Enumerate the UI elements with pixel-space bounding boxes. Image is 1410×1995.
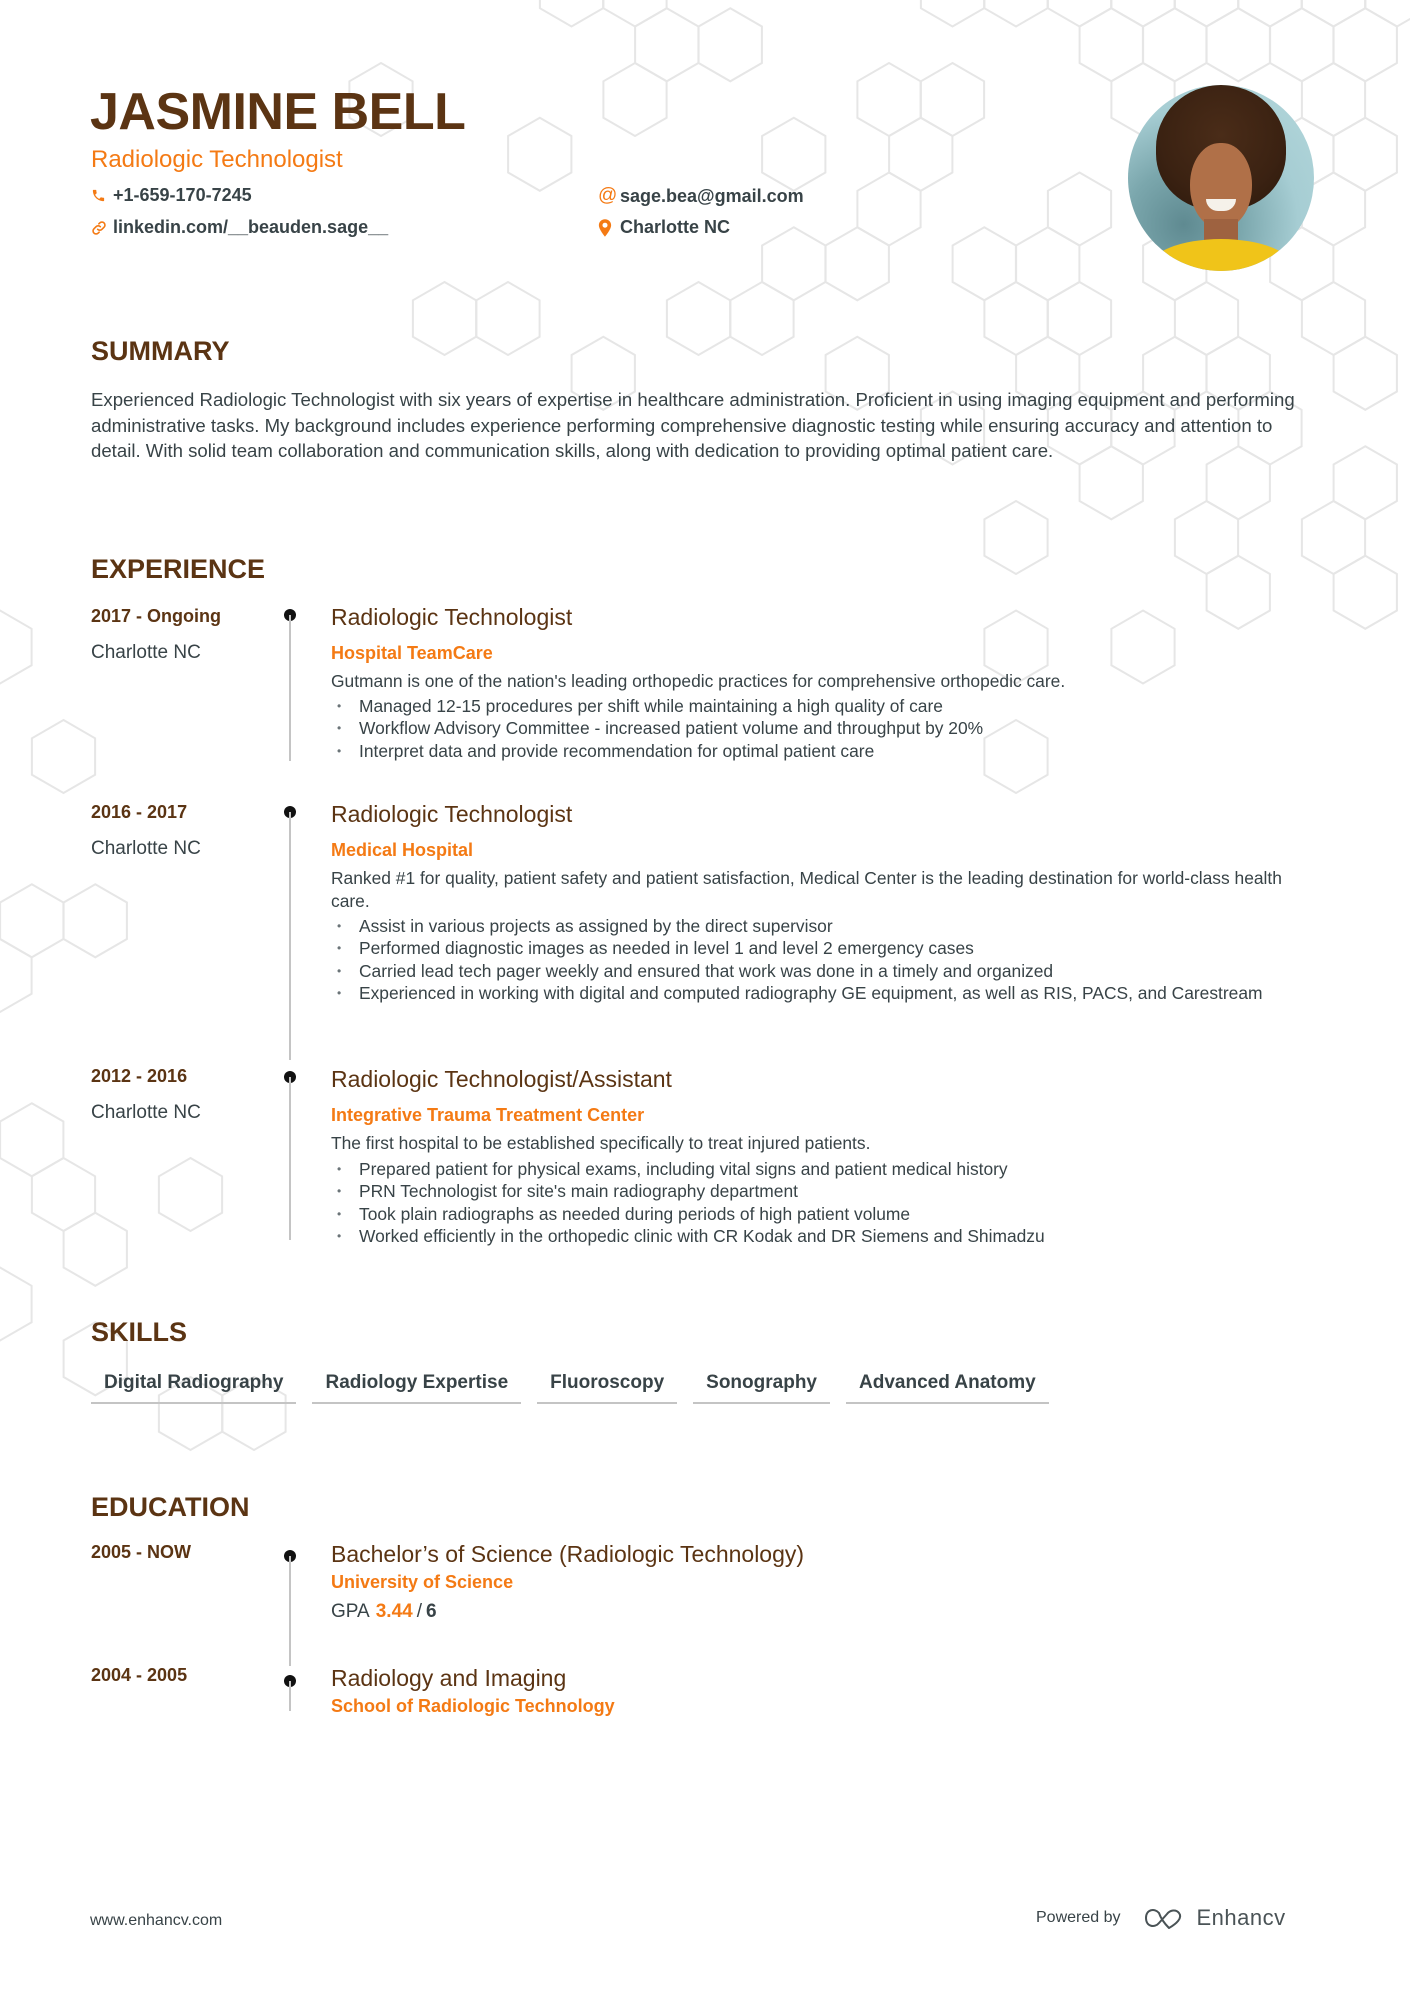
gpa-separator: / (416, 1601, 422, 1622)
achievement-item: • Prepared patient for physical exams, including vital signs and patient medical history (331, 1158, 1291, 1180)
phone-value: +1-659-170-7245 (113, 185, 252, 205)
photo-sweater-shape (1148, 239, 1294, 271)
candidate-role: Radiologic Technologist (91, 146, 343, 173)
email-value: sage.bea@gmail.com (620, 185, 804, 206)
achievement-list (331, 1158, 1291, 1248)
section-title-summary: SUMMARY (91, 336, 230, 366)
achievement-list (331, 695, 1291, 762)
timeline-line (289, 812, 291, 1060)
experience-dates: 2012 - 2016 (91, 1066, 188, 1086)
skill-tag: Advanced Anatomy (846, 1372, 1049, 1404)
achievement-item: • PRN Technologist for site's main radiography department (331, 1180, 1291, 1202)
achievement-item: • Worked efficiently in the orthopedic clinic with CR Kodak and DR Siemens and Shimadzu (331, 1225, 1291, 1247)
job-title: Radiologic Technologist (331, 604, 573, 630)
school-name: School of Radiologic Technology (331, 1696, 615, 1716)
school-name: University of Science (331, 1572, 514, 1592)
degree-title: Bachelor’s of Science (Radiologic Technology) (331, 1541, 805, 1567)
skill-tag: Radiology Expertise (312, 1372, 521, 1404)
section-title-experience: EXPERIENCE (91, 554, 266, 584)
footer-powered-by (1036, 1905, 1286, 1931)
section-title-skills: SKILLS (91, 1317, 188, 1347)
company-name: Medical Hospital (331, 840, 474, 860)
skill-tag: Sonography (693, 1372, 830, 1404)
gpa-label: GPA (331, 1601, 370, 1622)
company-description: The first hospital to be established specifically to treat injured patients. (331, 1133, 871, 1153)
footer-website-link[interactable]: www.enhancv.com (90, 1912, 223, 1929)
education-dates: 2005 - NOW (91, 1542, 192, 1562)
enhancv-logo-icon (1143, 1906, 1189, 1930)
skills-list (91, 1372, 1049, 1404)
candidate-name: JASMINE BELL (90, 83, 466, 141)
job-title: Radiologic Technologist (331, 801, 573, 827)
skill-tag: Fluoroscopy (537, 1372, 677, 1404)
company-description: Ranked #1 for quality, patient safety and patient satisfaction, Medical Center is the leading destination for world-class health care. (331, 868, 1282, 911)
skill-tag: Digital Radiography (91, 1372, 296, 1404)
achievement-item: • Assist in various projects as assigned by the direct supervisor (331, 915, 1291, 937)
link-icon (91, 220, 113, 236)
company-description: Gutmann is one of the nation's leading orthopedic practices for comprehensive orthopedic care. (331, 671, 1066, 691)
experience-location: Charlotte NC (91, 838, 201, 859)
company-name: Integrative Trauma Treatment Center (331, 1105, 645, 1125)
achievement-item: • Workflow Advisory Committee - increased patient volume and throughput by 20% (331, 717, 1291, 739)
photo-face-shape (1190, 143, 1252, 229)
contact-email[interactable] (598, 185, 804, 207)
achievement-list (331, 915, 1291, 1005)
company-name: Hospital TeamCare (331, 643, 493, 663)
degree-title: Radiology and Imaging (331, 1665, 567, 1691)
education-dates: 2004 - 2005 (91, 1665, 188, 1685)
location-value: Charlotte NC (620, 217, 731, 237)
profile-photo (1128, 85, 1314, 271)
achievement-item: • Took plain radiographs as needed during periods of high patient volume (331, 1203, 1291, 1225)
experience-dates: 2016 - 2017 (91, 802, 188, 822)
achievement-item: • Interpret data and provide recommendation for optimal patient care (331, 740, 1291, 762)
achievement-item: • Experienced in working with digital and computed radiography GE equipment, as well as RIS, PACS, and Carestream (331, 982, 1291, 1004)
timeline-line (289, 1556, 291, 1666)
timeline-line (289, 1681, 291, 1711)
experience-location: Charlotte NC (91, 1102, 201, 1123)
experience-dates: 2017 - Ongoing (91, 606, 222, 626)
section-title-education: EDUCATION (91, 1492, 250, 1522)
linkedin-value: linkedin.com/__beauden.sage__ (113, 217, 389, 237)
experience-location: Charlotte NC (91, 642, 201, 663)
job-title: Radiologic Technologist/Assistant (331, 1066, 672, 1092)
achievement-item: • Carried lead tech pager weekly and ensured that work was done in a timely and organized (331, 960, 1291, 982)
contact-linkedin[interactable] (91, 217, 388, 238)
at-icon: @ (598, 185, 618, 206)
location-pin-icon (598, 219, 620, 237)
achievement-item: • Managed 12-15 procedures per shift while maintaining a high quality of care (331, 695, 1291, 717)
contact-location (598, 217, 730, 238)
achievement-item: • Performed diagnostic images as needed in level 1 and level 2 emergency cases (331, 937, 1291, 959)
gpa-value: 3.44 (375, 1601, 413, 1622)
timeline-line (289, 1077, 291, 1240)
gpa-max: 6 (425, 1601, 437, 1622)
powered-by-label: Powered by (1036, 1909, 1121, 1926)
timeline-line (289, 615, 291, 761)
gpa (331, 1601, 437, 1623)
enhancv-logo[interactable] (1143, 1905, 1286, 1931)
phone-icon (91, 188, 113, 203)
contact-phone[interactable] (91, 185, 252, 206)
summary-text: Experienced Radiologic Technologist with six years of expertise in healthcare administration. Proficient in using imaging equipment and performing administrative tasks. My background includes experience performing comprehensive diagnostic testing while ensuring accuracy and attention to detail. With solid team collaboration and communication skills, along with dedication to providing optimal patient care. (91, 389, 1295, 461)
enhancv-brand-name: Enhancv (1196, 1905, 1286, 1930)
